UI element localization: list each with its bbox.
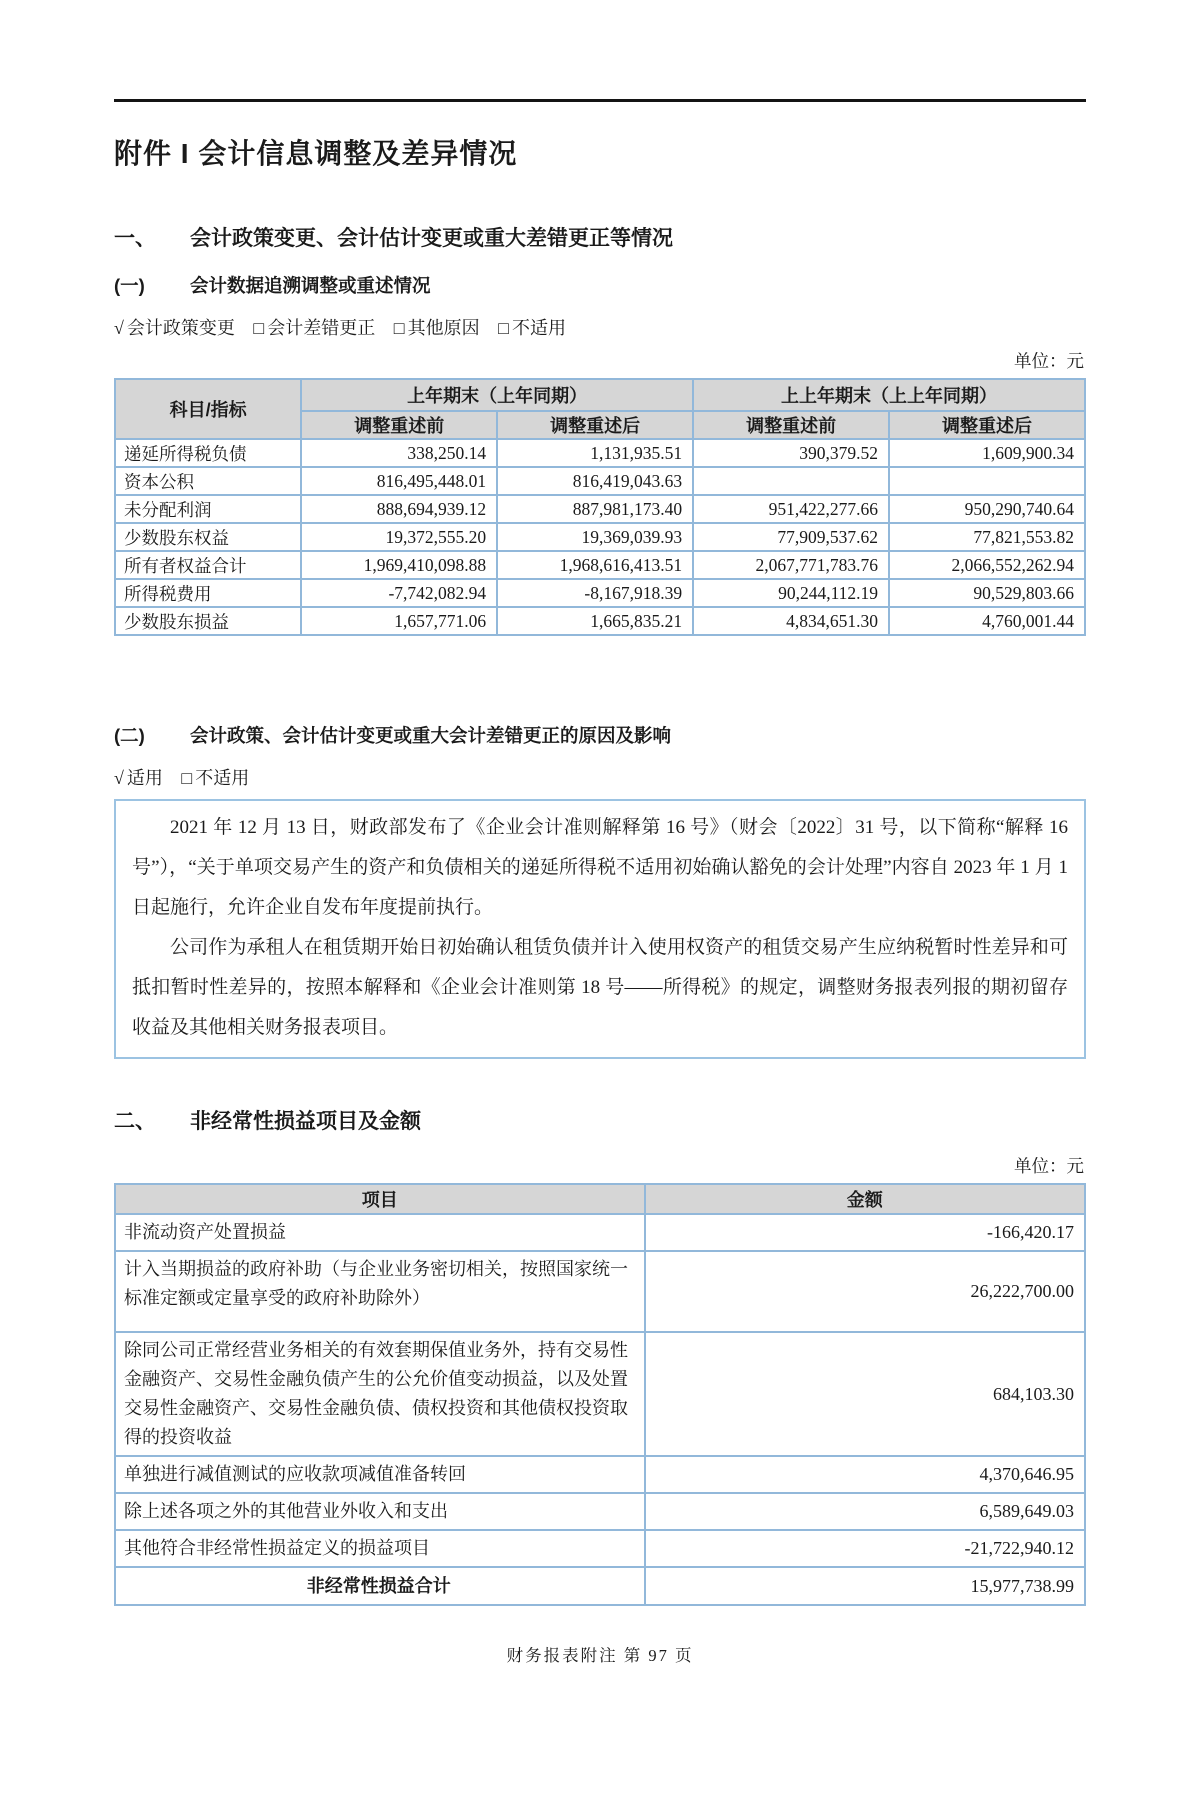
checked-mark-icon: √ — [114, 318, 124, 338]
cell-value: 1,969,410,098.88 — [301, 551, 497, 579]
checkbox-option — [253, 318, 375, 338]
section-1-number: 一、 — [114, 227, 156, 250]
restatement-table — [114, 378, 1086, 636]
cell-value: 26,222,700.00 — [645, 1251, 1085, 1332]
checkbox-label: 会计政策变更 — [126, 318, 235, 338]
nonrecurring-items-table — [114, 1183, 1086, 1606]
checkbox-option — [114, 768, 163, 788]
table-row — [115, 607, 1085, 635]
explanation-paragraph: 2021 年 12 月 13 日，财政部发布了《企业会计准则解释第 16 号》（财会〔2022〕31 号，以下简称“解释 16 号”），“关于单项交易产生的资产和负债相关的递延所得税不适用初始确认豁免的会计处理”内容自 2023 年 1 月 1 日起施行，允许企业自发布年度提前执行。 — [132, 817, 1068, 918]
table-row — [115, 1214, 1085, 1251]
table-row — [115, 495, 1085, 523]
column-header-before-restatement: 调整重述前 — [301, 411, 497, 439]
cell-value: -166,420.17 — [645, 1214, 1085, 1251]
checkbox-label: 不适用 — [512, 318, 567, 338]
table-total-row — [115, 1567, 1085, 1605]
column-group-two-years-prior: 上上年期末（上上年同期） — [693, 379, 1085, 411]
subsection-1-2-title: 会计政策、会计估计变更或重大会计差错更正的原因及影响 — [190, 725, 672, 746]
unchecked-box-icon: □ — [253, 318, 265, 338]
cell-value: 1,665,835.21 — [497, 607, 693, 635]
table-row — [115, 579, 1085, 607]
cell-value: 816,419,043.63 — [497, 467, 693, 495]
row-label: 所得税费用 — [115, 579, 301, 607]
subsection-1-2-heading — [114, 722, 1086, 748]
cell-value: -7,742,082.94 — [301, 579, 497, 607]
table-row — [115, 467, 1085, 495]
cell-value — [693, 467, 889, 495]
cell-value: 4,834,651.30 — [693, 607, 889, 635]
checkbox-option — [181, 768, 249, 788]
cell-value: 77,821,553.82 — [889, 523, 1085, 551]
row-label: 非流动资产处置损益 — [115, 1214, 645, 1251]
table-row — [115, 1251, 1085, 1332]
section-2-title: 非经常性损益项目及金额 — [190, 1110, 421, 1133]
cell-value: -21,722,940.12 — [645, 1530, 1085, 1567]
cell-value: 950,290,740.64 — [889, 495, 1085, 523]
checkbox-label: 适用 — [126, 768, 163, 788]
checkbox-label: 其他原因 — [407, 318, 480, 338]
section-2-heading — [114, 1105, 1086, 1135]
column-header-amount: 金额 — [645, 1184, 1085, 1214]
unit-label: 单位：元 — [1014, 351, 1084, 371]
row-label: 少数股东权益 — [115, 523, 301, 551]
column-header-item: 项目 — [115, 1184, 645, 1214]
page-title: 附件 I 会计信息调整及差异情况 — [114, 138, 518, 169]
column-header-before-restatement: 调整重述前 — [693, 411, 889, 439]
row-label: 未分配利润 — [115, 495, 301, 523]
document-page — [0, 99, 1200, 1796]
row-label: 除上述各项之外的其他营业外收入和支出 — [115, 1493, 645, 1530]
table-row — [115, 1493, 1085, 1530]
cell-value: 888,694,939.12 — [301, 495, 497, 523]
cell-value: 338,250.14 — [301, 439, 497, 467]
cell-value: 90,529,803.66 — [889, 579, 1085, 607]
column-header-subject: 科目/指标 — [115, 379, 301, 439]
explanation-box — [114, 799, 1086, 1059]
cell-value: 4,760,001.44 — [889, 607, 1085, 635]
table-header-row — [115, 379, 1085, 411]
cell-value: 684,103.30 — [645, 1332, 1085, 1456]
cell-value: 1,968,616,413.51 — [497, 551, 693, 579]
row-label: 单独进行减值测试的应收款项减值准备转回 — [115, 1456, 645, 1493]
subsection-1-1-title: 会计数据追溯调整或重述情况 — [190, 275, 431, 296]
checkbox-label: 会计差错更正 — [267, 318, 376, 338]
applicability-options — [114, 764, 1086, 790]
unchecked-box-icon: □ — [393, 318, 405, 338]
subsection-1-1-heading — [114, 272, 1086, 298]
total-label: 非经常性损益合计 — [115, 1567, 645, 1605]
cell-value: 19,369,039.93 — [497, 523, 693, 551]
table-row — [115, 1456, 1085, 1493]
cell-value: 6,589,649.03 — [645, 1493, 1085, 1530]
cell-value: -8,167,918.39 — [497, 579, 693, 607]
cell-value: 2,067,771,783.76 — [693, 551, 889, 579]
row-label: 递延所得税负债 — [115, 439, 301, 467]
checkbox-label: 不适用 — [195, 768, 250, 788]
row-label: 计入当期损益的政府补助（与企业业务密切相关，按照国家统一标准定额或定量享受的政府补助除外） — [115, 1251, 645, 1332]
cell-value: 816,495,448.01 — [301, 467, 497, 495]
unchecked-box-icon: □ — [498, 318, 510, 338]
unchecked-box-icon: □ — [181, 768, 193, 788]
subsection-1-1-number: (一) — [114, 275, 145, 296]
unit-label: 单位：元 — [1014, 1156, 1084, 1176]
restatement-options — [114, 314, 1086, 340]
column-header-after-restatement: 调整重述后 — [497, 411, 693, 439]
cell-value: 2,066,552,262.94 — [889, 551, 1085, 579]
cell-value: 4,370,646.95 — [645, 1456, 1085, 1493]
cell-value: 77,909,537.62 — [693, 523, 889, 551]
section-1-title: 会计政策变更、会计估计变更或重大差错更正等情况 — [190, 227, 673, 250]
column-group-prior-year: 上年期末（上年同期） — [301, 379, 693, 411]
total-value: 15,977,738.99 — [645, 1567, 1085, 1605]
row-label: 资本公积 — [115, 467, 301, 495]
row-label: 所有者权益合计 — [115, 551, 301, 579]
cell-value: 1,609,900.34 — [889, 439, 1085, 467]
row-label: 少数股东损益 — [115, 607, 301, 635]
table-row — [115, 523, 1085, 551]
checkbox-option — [498, 318, 566, 338]
cell-value — [889, 467, 1085, 495]
table-row — [115, 1530, 1085, 1567]
checkbox-option — [114, 318, 235, 338]
cell-value: 19,372,555.20 — [301, 523, 497, 551]
cell-value: 1,131,935.51 — [497, 439, 693, 467]
section-2-number: 二、 — [114, 1110, 156, 1133]
footer-page-label: 财务报表附注 第 97 页 — [506, 1646, 694, 1665]
row-label: 其他符合非经常性损益定义的损益项目 — [115, 1530, 645, 1567]
cell-value: 90,244,112.19 — [693, 579, 889, 607]
section-1-heading — [114, 222, 1086, 252]
cell-value: 390,379.52 — [693, 439, 889, 467]
table-row — [115, 1332, 1085, 1456]
column-header-after-restatement: 调整重述后 — [889, 411, 1085, 439]
checkbox-option — [394, 318, 480, 338]
subsection-1-2-number: (二) — [114, 725, 145, 746]
table-row — [115, 551, 1085, 579]
checked-mark-icon: √ — [114, 768, 124, 788]
row-label: 除同公司正常经营业务相关的有效套期保值业务外，持有交易性金融资产、交易性金融负债产生的公允价值变动损益，以及处置交易性金融资产、交易性金融负债、债权投资和其他债权投资取得的投资收益 — [115, 1332, 645, 1456]
table-header-row — [115, 1184, 1085, 1214]
cell-value: 1,657,771.06 — [301, 607, 497, 635]
table-row — [115, 439, 1085, 467]
cell-value: 951,422,277.66 — [693, 495, 889, 523]
explanation-paragraph: 公司作为承租人在租赁期开始日初始确认租赁负债并计入使用权资产的租赁交易产生应纳税暂时性差异和可抵扣暂时性差异的，按照本解释和《企业会计准则第 18 号——所得税》的规定，调整财务报表列报的期初留存收益及其他相关财务报表项目。 — [132, 937, 1068, 1038]
cell-value: 887,981,173.40 — [497, 495, 693, 523]
top-rule — [114, 99, 1086, 102]
